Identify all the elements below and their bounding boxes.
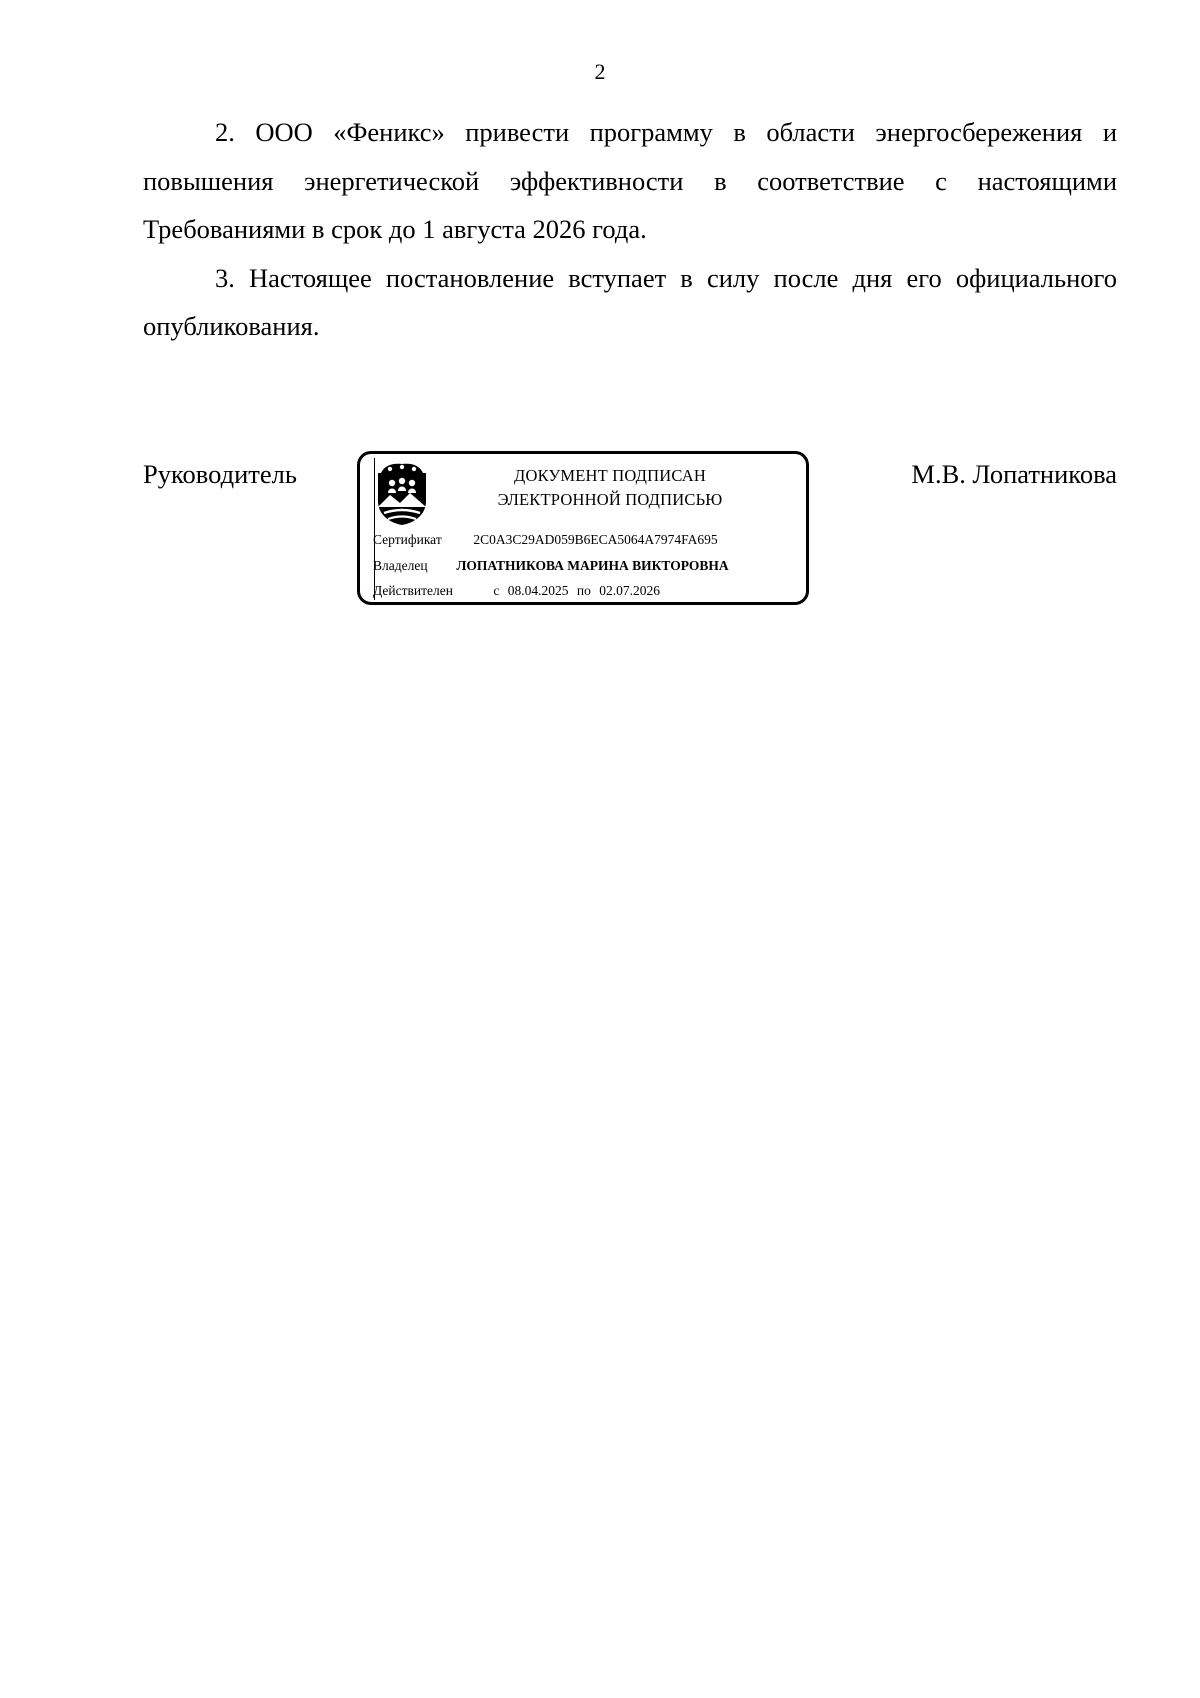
valid-from-prefix: с — [493, 583, 500, 598]
stamp-certificate-row — [373, 531, 718, 549]
document-body — [143, 108, 1117, 351]
stamp-owner-row — [373, 557, 729, 575]
stamp-validity-row — [373, 582, 660, 600]
paragraph-2: 2. ООО «Феникс» привести программу в области энергосбережения и повышения энергетической эффективности в соответствие с настоящими Требованиями в срок до 1 августа 2026 года. — [143, 117, 1117, 244]
valid-to-prefix: по — [576, 583, 591, 598]
owner-label: Владелец — [373, 558, 428, 573]
electronic-signature-stamp — [357, 451, 809, 605]
page-number: 2 — [594, 59, 606, 84]
certificate-value: 2C0A3C29AD059B6ECA5064A7974FA695 — [473, 532, 718, 547]
valid-from-date: 08.04.2025 — [507, 583, 569, 598]
paragraph-3: 3. Настоящее постановление вступает в силу после дня его официального опубликования. — [143, 262, 1117, 341]
signatory-position: Руководитель — [143, 459, 297, 489]
stamp-title-line-1: ДОКУМЕНТ ПОДПИСАН — [514, 466, 706, 485]
validity-label: Действителен — [373, 583, 453, 598]
signatory-name: М.В. Лопатникова — [911, 459, 1117, 489]
coat-of-arms-icon — [374, 463, 430, 527]
owner-value: ЛОПАТНИКОВА МАРИНА ВИКТОРОВНА — [456, 558, 729, 573]
valid-to-date: 02.07.2026 — [599, 583, 660, 598]
certificate-label: Сертификат — [373, 532, 442, 547]
stamp-title-line-2: ЭЛЕКТРОННОЙ ПОДПИСЬЮ — [497, 490, 723, 509]
